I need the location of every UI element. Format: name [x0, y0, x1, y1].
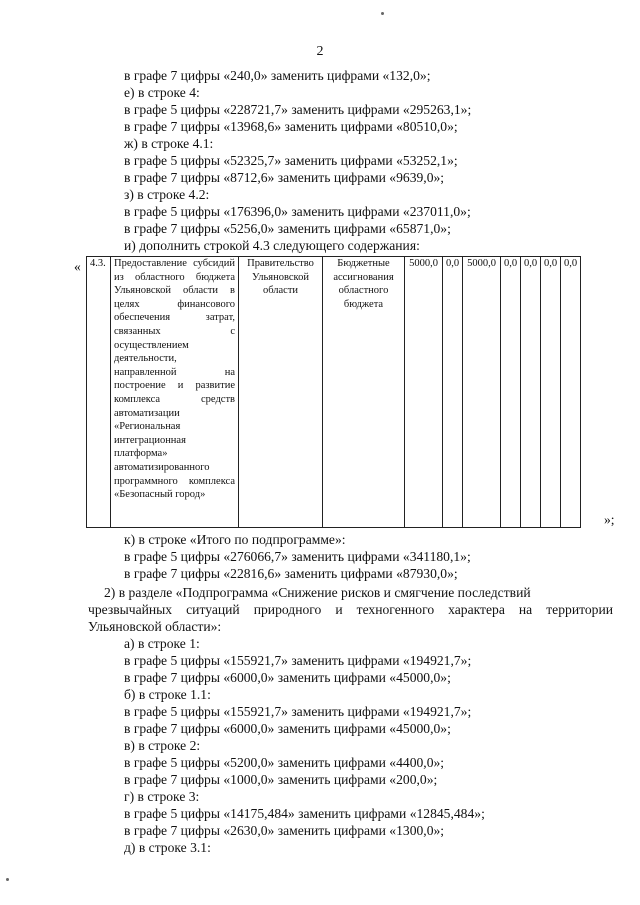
text-line: а) в строке 1:	[124, 636, 200, 651]
inserted-table-row	[86, 256, 581, 528]
text-line: в графе 5 цифры «5200,0» заменить цифрами «4400,0»;	[124, 755, 445, 770]
text-line: к) в строке «Итого по подпрограмме»:	[124, 532, 346, 547]
row-value-cell: 5000,0	[463, 257, 501, 528]
text-line: в графе 7 цифры «240,0» заменить цифрами «132,0»;	[124, 68, 431, 83]
text-line: е) в строке 4:	[124, 85, 200, 100]
quote-open: «	[74, 259, 81, 274]
text-line: в графе 7 цифры «13968,6» заменить цифрами «80510,0»;	[124, 119, 458, 134]
row-value-cell: 0,0	[501, 257, 521, 528]
row-value-cell: 0,0	[561, 257, 581, 528]
row-description-cell: Предоставление субсидий из областного бюджета Ульяновской области в целях финансового обеспечения затрат, связанных с осуществлением деятельности, направленной на построение и развитие комплекса средств автоматизации «Региональная интеграционная платформа» автоматизированного программного комплекса «Безопасный город»	[111, 257, 239, 528]
text-line: в графе 7 цифры «1000,0» заменить цифрами «200,0»;	[124, 772, 438, 787]
text-line: д) в строке 3.1:	[124, 840, 211, 855]
scan-speck	[381, 12, 384, 15]
text-line: ж) в строке 4.1:	[124, 136, 214, 151]
text-line: в графе 7 цифры «22816,6» заменить цифрами «87930,0»;	[124, 566, 458, 581]
text-line: в графе 5 цифры «228721,7» заменить цифрами «295263,1»;	[124, 102, 472, 117]
row-value-cell: 5000,0	[405, 257, 443, 528]
text-line: в графе 5 цифры «155921,7» заменить цифрами «194921,7»;	[124, 653, 472, 668]
row-number-cell: 4.3.	[87, 257, 111, 528]
row-executor-cell: Правительство Ульяновской области	[239, 257, 323, 528]
text-line: б) в строке 1.1:	[124, 687, 211, 702]
row-value-cell: 0,0	[443, 257, 463, 528]
text-line: в графе 7 цифры «6000,0» заменить цифрами «45000,0»;	[124, 721, 451, 736]
text-line: в графе 5 цифры «52325,7» заменить цифрами «53252,1»;	[124, 153, 458, 168]
text-line: з) в строке 4.2:	[124, 187, 210, 202]
scan-speck	[6, 878, 9, 881]
text-line: в графе 5 цифры «14175,484» заменить цифрами «12845,484»;	[124, 806, 485, 821]
row-value-cell: 0,0	[521, 257, 541, 528]
text-line: в графе 7 цифры «2630,0» заменить цифрами «1300,0»;	[124, 823, 445, 838]
row-source-cell: Бюджетные ассигнования областного бюджета	[323, 257, 405, 528]
quote-close: »;	[604, 512, 615, 527]
text-line: чрезвычайных ситуаций природного и техногенного характера на территории	[88, 602, 613, 617]
text-line: в) в строке 2:	[124, 738, 201, 753]
text-line: в графе 7 цифры «8712,6» заменить цифрами «9639,0»;	[124, 170, 445, 185]
text-line: в графе 5 цифры «176396,0» заменить цифрами «237011,0»;	[124, 204, 471, 219]
row-value-cell: 0,0	[541, 257, 561, 528]
text-line: в графе 7 цифры «5256,0» заменить цифрами «65871,0»;	[124, 221, 451, 236]
text-line: 2) в разделе «Подпрограмма «Снижение рисков и смягчение последствий	[104, 585, 531, 600]
text-line: Ульяновской области»:	[88, 619, 222, 634]
text-line: в графе 5 цифры «276066,7» заменить цифрами «341180,1»;	[124, 549, 471, 564]
text-line: в графе 5 цифры «155921,7» заменить цифрами «194921,7»;	[124, 704, 472, 719]
page-number: 2	[316, 44, 324, 59]
text-line: г) в строке 3:	[124, 789, 200, 804]
text-line: и) дополнить строкой 4.3 следующего содержания:	[124, 238, 420, 253]
text-line: в графе 7 цифры «6000,0» заменить цифрами «45000,0»;	[124, 670, 451, 685]
